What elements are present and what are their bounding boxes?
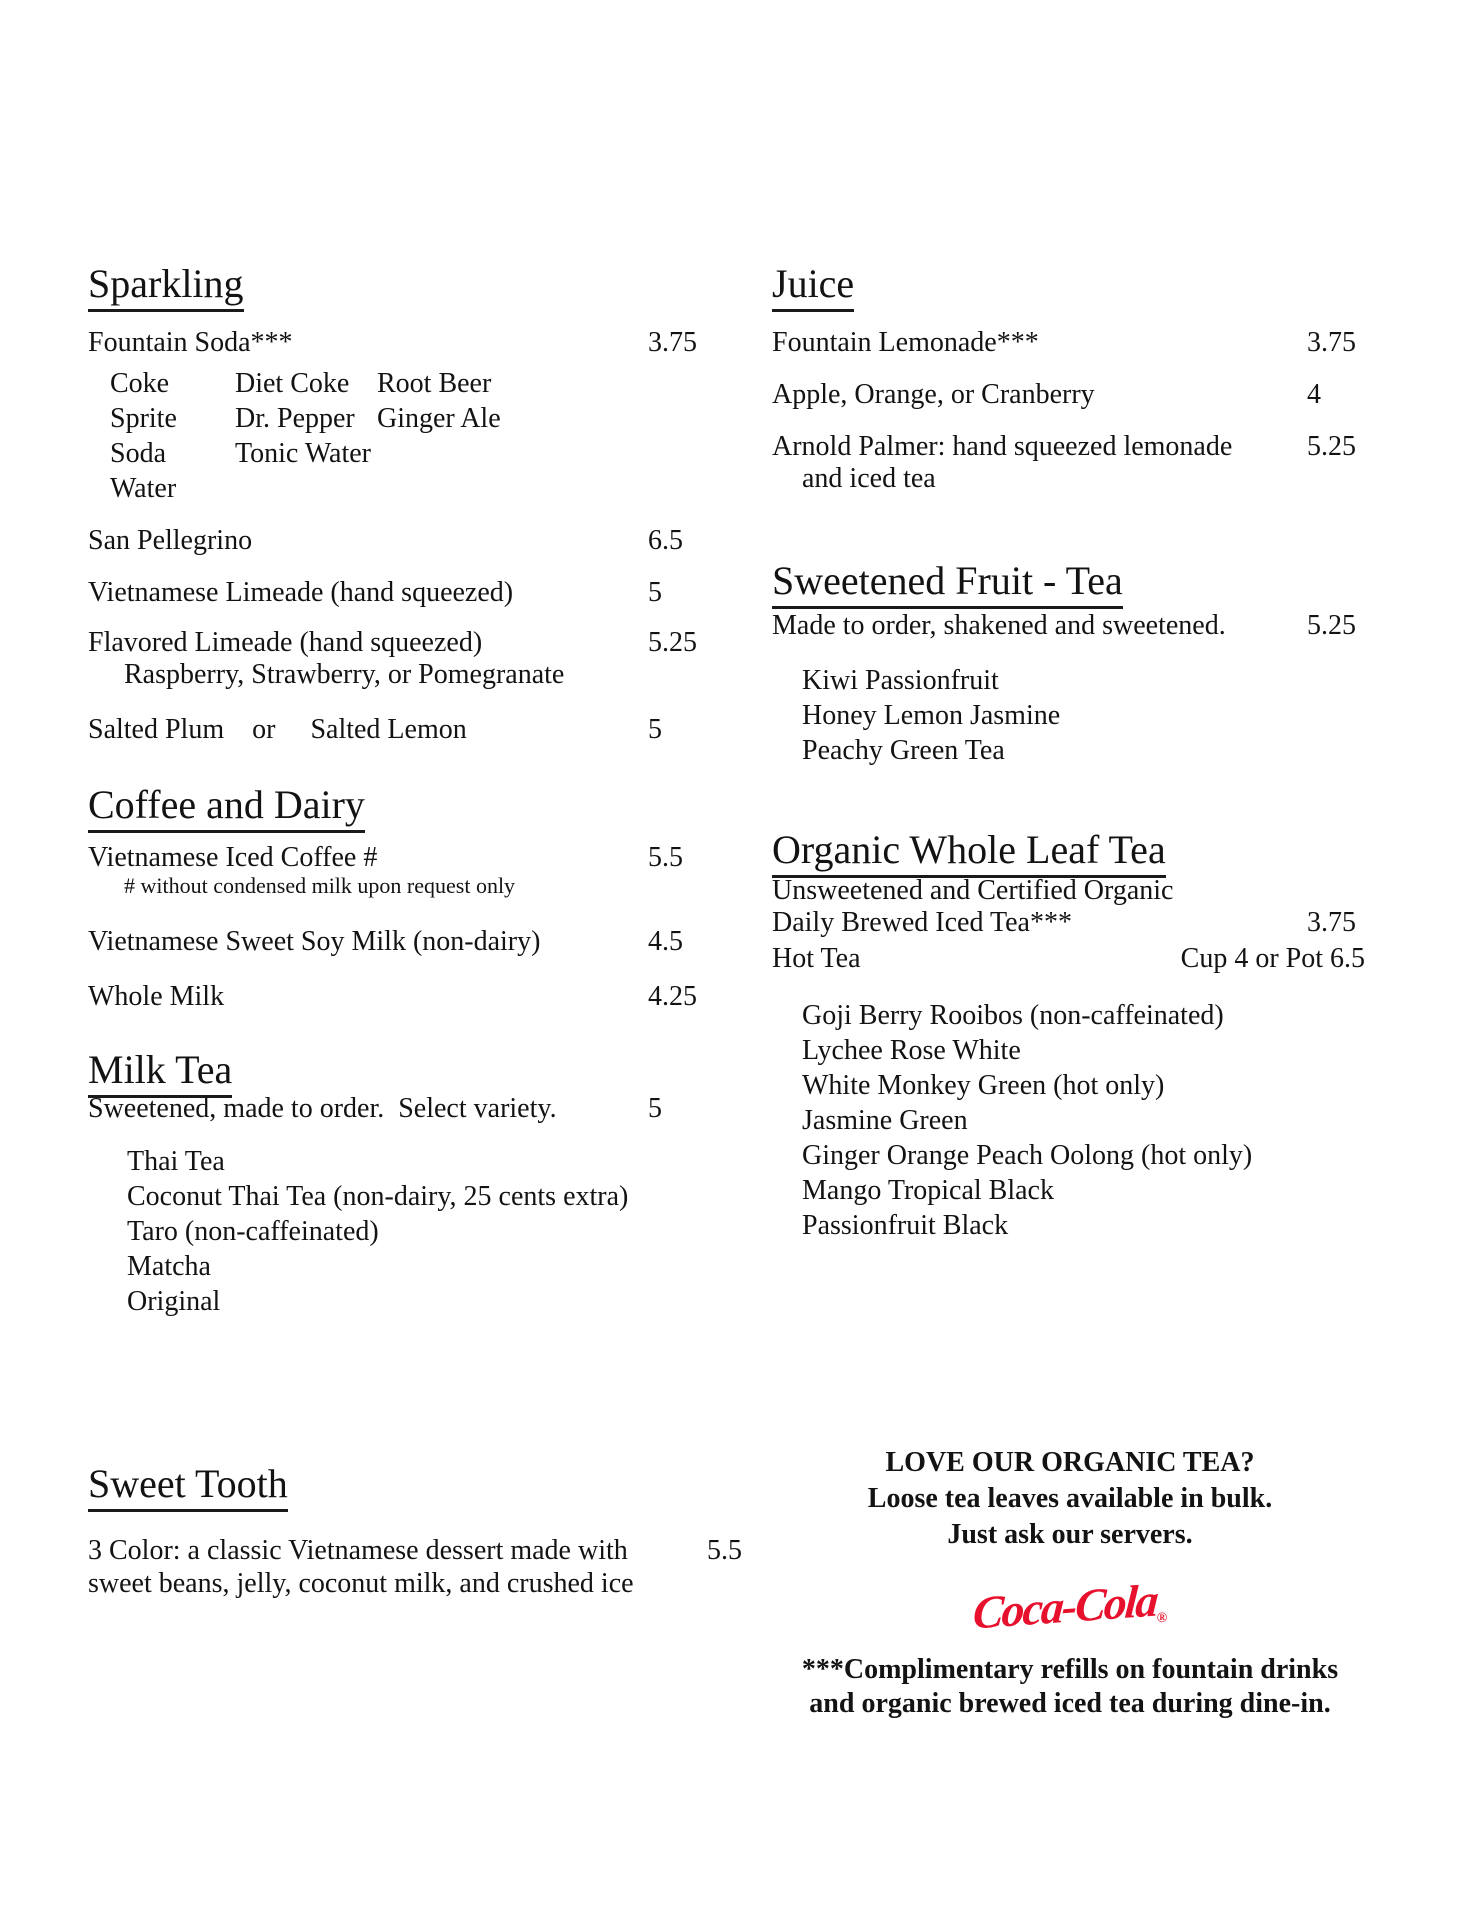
item-name: Salted Plum or Salted Lemon bbox=[88, 714, 467, 745]
list-item: Taro (non-caffeinated) bbox=[127, 1216, 379, 1247]
list-item: Peachy Green Tea bbox=[802, 735, 1005, 766]
menu-item-salted-plum-lemon bbox=[88, 715, 708, 745]
section-title-organic-whole-leaf-tea bbox=[772, 826, 1365, 874]
list-item: Kiwi Passionfruit bbox=[802, 665, 999, 696]
menu-item-vietnamese-limeade bbox=[88, 578, 708, 608]
menu-item-fountain-lemonade bbox=[772, 328, 1365, 358]
organic-tea-subtitle: Unsweetened and Certified Organic bbox=[772, 875, 1174, 906]
item-name-line2: sweet beans, jelly, coconut milk, and crushed ice bbox=[88, 1568, 634, 1599]
item-name: Arnold Palmer: hand squeezed lemonade bbox=[772, 431, 1233, 462]
section-title-text: Juice bbox=[772, 261, 854, 312]
item-name: Vietnamese Iced Coffee # bbox=[88, 842, 378, 873]
section-title-text: Milk Tea bbox=[88, 1047, 232, 1098]
soda-option: Sprite bbox=[110, 403, 177, 434]
soda-option: Ginger Ale bbox=[377, 403, 501, 434]
menu-item-flavored-limeade bbox=[88, 628, 708, 658]
item-name: Apple, Orange, or Cranberry bbox=[772, 379, 1095, 410]
soda-option: Diet Coke bbox=[235, 368, 350, 399]
fruit-tea-flavors-list bbox=[802, 663, 1365, 768]
item-name: Whole Milk bbox=[88, 981, 225, 1012]
menu-item-arnold-palmer bbox=[772, 432, 1365, 462]
list-item: Thai Tea bbox=[127, 1146, 225, 1177]
item-price: 3.75 bbox=[1307, 907, 1356, 938]
coca-cola-logo bbox=[760, 1573, 1380, 1641]
refill-footnote-line2: and organic brewed iced tea during dine-in. bbox=[809, 1688, 1331, 1719]
soda-option: Coke bbox=[110, 368, 170, 399]
milk-tea-description-row bbox=[88, 1094, 708, 1124]
list-item: Coconut Thai Tea (non-dairy, 25 cents extra) bbox=[127, 1181, 629, 1212]
item-name: Daily Brewed Iced Tea*** bbox=[772, 907, 1072, 938]
list-item: Lychee Rose White bbox=[802, 1035, 1021, 1066]
iced-coffee-note: # without condensed milk upon request only bbox=[124, 873, 516, 898]
list-item: Jasmine Green bbox=[802, 1105, 968, 1136]
item-name: Made to order, shakened and sweetened. bbox=[772, 610, 1226, 641]
promo-line-bulk: Loose tea leaves available in bulk. bbox=[867, 1483, 1273, 1514]
arnold-palmer-continuation: and iced tea bbox=[802, 463, 936, 494]
menu-item-hot-tea bbox=[772, 944, 1365, 974]
section-title-sweet-tooth bbox=[88, 1460, 788, 1508]
item-price: 3.75 bbox=[648, 327, 697, 358]
section-juice bbox=[772, 260, 1365, 495]
section-title-juice bbox=[772, 260, 1365, 308]
item-price: 5.5 bbox=[707, 1535, 742, 1566]
item-name-line1: 3 Color: a classic Vietnamese dessert made with bbox=[88, 1535, 628, 1566]
menu-item-vietnamese-iced-coffee bbox=[88, 843, 708, 873]
menu-item-san-pellegrino bbox=[88, 526, 708, 556]
right-column bbox=[772, 260, 1365, 1243]
list-item: Ginger Orange Peach Oolong (hot only) bbox=[802, 1140, 1253, 1171]
soda-option bbox=[377, 436, 708, 506]
item-price: 4.5 bbox=[648, 926, 683, 957]
item-price: 5.25 bbox=[1307, 610, 1356, 641]
menu-item-sweet-soy-milk bbox=[88, 927, 708, 957]
section-title-text: Organic Whole Leaf Tea bbox=[772, 827, 1166, 878]
section-title-text: Sweetened Fruit - Tea bbox=[772, 558, 1123, 609]
item-price: 5 bbox=[648, 577, 662, 608]
registered-trademark-icon: ® bbox=[1156, 1611, 1168, 1626]
item-price: 4.25 bbox=[648, 981, 697, 1012]
section-organic-whole-leaf-tea bbox=[772, 826, 1365, 1243]
item-price: 5.5 bbox=[648, 842, 683, 873]
section-milk-tea bbox=[88, 1046, 708, 1319]
item-name: Flavored Limeade (hand squeezed) bbox=[88, 627, 483, 658]
list-item: Mango Tropical Black bbox=[802, 1175, 1054, 1206]
milk-tea-varieties-list bbox=[127, 1144, 708, 1319]
section-title-sweetened-fruit-tea bbox=[772, 557, 1365, 605]
item-price: 5.25 bbox=[648, 627, 697, 658]
item-price: 5 bbox=[648, 714, 662, 745]
flavored-limeade-variants: Raspberry, Strawberry, or Pomegranate bbox=[124, 659, 565, 690]
menu-item-apple-orange-cranberry bbox=[772, 380, 1365, 410]
coca-cola-logo-text: Coca-Cola bbox=[971, 1574, 1159, 1639]
item-name: Vietnamese Sweet Soy Milk (non-dairy) bbox=[88, 926, 541, 957]
list-item: Goji Berry Rooibos (non-caffeinated) bbox=[802, 1000, 1224, 1031]
section-title-text: Sweet Tooth bbox=[88, 1461, 288, 1512]
item-price: 5.25 bbox=[1307, 431, 1356, 462]
soda-option: Tonic Water bbox=[235, 438, 371, 469]
section-sweet-tooth bbox=[88, 1460, 788, 1600]
item-name: Fountain Soda*** bbox=[88, 327, 293, 358]
list-item: White Monkey Green (hot only) bbox=[802, 1070, 1165, 1101]
item-name: Vietnamese Limeade (hand squeezed) bbox=[88, 577, 514, 608]
soda-option: Dr. Pepper bbox=[235, 403, 355, 434]
item-price: 5 bbox=[648, 1093, 662, 1124]
section-coffee-and-dairy bbox=[88, 781, 708, 1012]
left-column bbox=[88, 260, 708, 1319]
menu-item-whole-milk bbox=[88, 982, 708, 1012]
item-price: 3.75 bbox=[1307, 327, 1356, 358]
section-sparkling bbox=[88, 260, 708, 745]
refill-footnote-line1: ***Complimentary refills on fountain drinks bbox=[801, 1654, 1339, 1685]
promo-block bbox=[760, 1445, 1380, 1721]
menu-item-fountain-soda bbox=[88, 328, 708, 358]
soda-options-grid bbox=[110, 366, 708, 506]
item-name: San Pellegrino bbox=[88, 525, 253, 556]
section-title-coffee-and-dairy bbox=[88, 781, 708, 829]
section-title-milk-tea bbox=[88, 1046, 708, 1094]
list-item: Original bbox=[127, 1286, 221, 1317]
list-item: Passionfruit Black bbox=[802, 1210, 1009, 1241]
list-item: Honey Lemon Jasmine bbox=[802, 700, 1061, 731]
item-price: 6.5 bbox=[648, 525, 683, 556]
soda-option: Soda Water bbox=[110, 438, 177, 504]
item-name: Fountain Lemonade*** bbox=[772, 327, 1039, 358]
promo-headline: LOVE OUR ORGANIC TEA? bbox=[885, 1447, 1255, 1478]
list-item: Matcha bbox=[127, 1251, 211, 1282]
menu-item-daily-brewed-iced-tea bbox=[772, 908, 1365, 938]
organic-tea-subtitle-row bbox=[772, 876, 1365, 906]
organic-tea-varieties-list bbox=[802, 998, 1365, 1243]
section-title-text: Sparkling bbox=[88, 261, 244, 312]
soda-option: Root Beer bbox=[377, 368, 492, 399]
item-price: Cup 4 or Pot 6.5 bbox=[1180, 943, 1365, 974]
section-sweetened-fruit-tea bbox=[772, 557, 1365, 768]
item-name: Sweetened, made to order. Select variety. bbox=[88, 1093, 557, 1124]
item-name: Hot Tea bbox=[772, 943, 861, 974]
item-price: 4 bbox=[1307, 379, 1321, 410]
promo-line-servers: Just ask our servers. bbox=[947, 1519, 1193, 1550]
refill-footnote bbox=[760, 1653, 1380, 1721]
section-title-text: Coffee and Dairy bbox=[88, 782, 365, 833]
menu-item-three-color bbox=[88, 1534, 788, 1600]
fruit-tea-description-row bbox=[772, 611, 1365, 641]
section-title-sparkling bbox=[88, 260, 708, 308]
